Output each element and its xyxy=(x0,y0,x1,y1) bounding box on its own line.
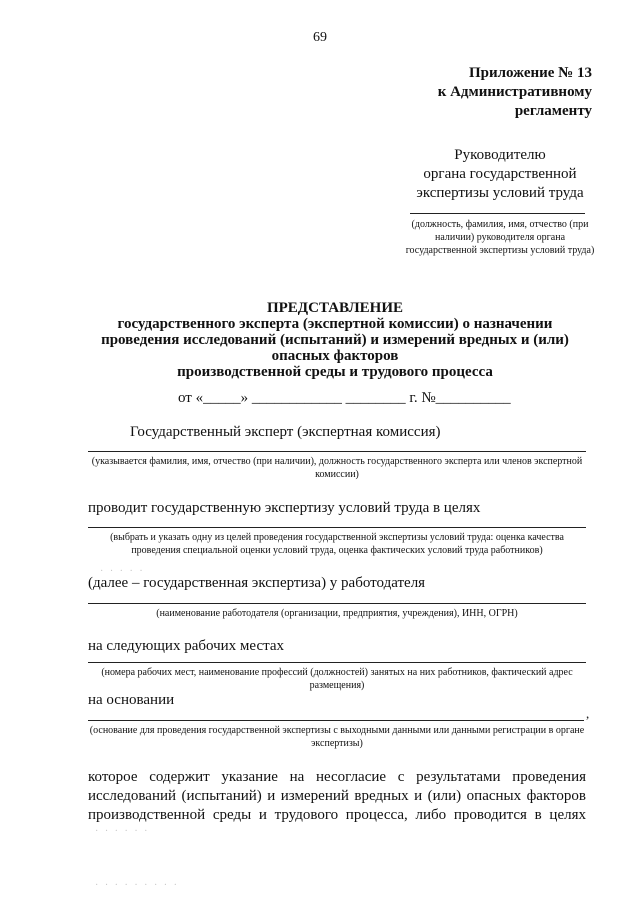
page-number: 69 xyxy=(313,30,327,45)
scan-noise: · · · · · · xyxy=(95,826,150,837)
scan-noise: · · · · · xyxy=(100,566,145,577)
scan-noise: · · · · · · · · · xyxy=(95,880,179,891)
purpose-note: (выбрать и указать одну из целей проведения государственной экспертизы условий труда: оценка качества проведения специальной оценки условий труда, оценка фактических условий труда работников) xyxy=(110,532,564,556)
basis-label: на основании xyxy=(88,692,175,708)
workplaces-label: на следующих рабочих местах xyxy=(88,638,285,654)
addressee-fill-line xyxy=(410,213,585,214)
date-number-line: от «_____» ____________ ________ г. №__________ xyxy=(178,390,511,406)
employer-fill-line xyxy=(88,603,586,604)
employer-note: (наименование работодателя (организации, предприятия, учреждения), ИНН, ОГРН) xyxy=(156,608,518,619)
addressee-note: (должность, фамилия, имя, отчество (при наличии) руководителя органа государственной экспертизы условий труда) xyxy=(405,219,595,256)
employer-label: (далее – государственная экспертиза) у работодателя xyxy=(88,575,426,591)
document-title xyxy=(100,300,570,380)
title-line-4: опасных факторов xyxy=(271,348,399,364)
title-line-2: государственного эксперта (экспертной комиссии) о назначении xyxy=(117,316,553,332)
title-line-5: производственной среды и трудового процесса xyxy=(177,364,493,380)
paragraph-line-1: которое содержит указание на несогласие с результатами проведения xyxy=(88,769,586,785)
title-line-1: ПРЕДСТАВЛЕНИЕ xyxy=(266,300,404,316)
appendix-header xyxy=(332,64,592,121)
body-paragraph xyxy=(88,768,586,825)
expert-note: (указывается фамилия, имя, отчество (при наличии), должность государственного эксперта или членов экспертной комиссии) xyxy=(91,456,583,480)
workplaces-fill-line xyxy=(88,662,586,663)
addressee-block xyxy=(405,146,595,203)
paragraph-line-3: производственной среды и трудового процесса, либо проводится в целях xyxy=(88,807,586,823)
basis-fill-line xyxy=(88,720,584,721)
appendix-line-1: Приложение № 13 xyxy=(468,65,592,81)
basis-trailing-comma: , xyxy=(586,706,590,721)
appendix-line-2: к Административному xyxy=(437,84,592,100)
paragraph-line-2: исследований (испытаний) и измерений вредных и (или) опасных факторов xyxy=(88,788,586,804)
addressee-line-1: Руководителю xyxy=(454,147,546,163)
basis-note: (основание для проведения государственной экспертизы с выходными данными или данными регистрации в органе экспертизы) xyxy=(89,725,585,749)
workplaces-note: (номера рабочих мест, наименование профессий (должностей) занятых на них работников, фактический адрес размещения) xyxy=(101,667,573,691)
title-line-3: проведения исследований (испытаний) и измерений вредных и (или) xyxy=(101,332,569,348)
purpose-label: проводит государственную экспертизу условий труда в целях xyxy=(88,500,481,516)
addressee-line-3: экспертизы условий труда xyxy=(416,185,584,201)
appendix-line-3: регламенту xyxy=(514,103,592,119)
expert-fill-line xyxy=(88,451,586,452)
expert-label: Государственный эксперт (экспертная комиссия) xyxy=(130,424,441,440)
addressee-line-2: органа государственной xyxy=(423,166,577,182)
purpose-fill-line xyxy=(88,527,586,528)
